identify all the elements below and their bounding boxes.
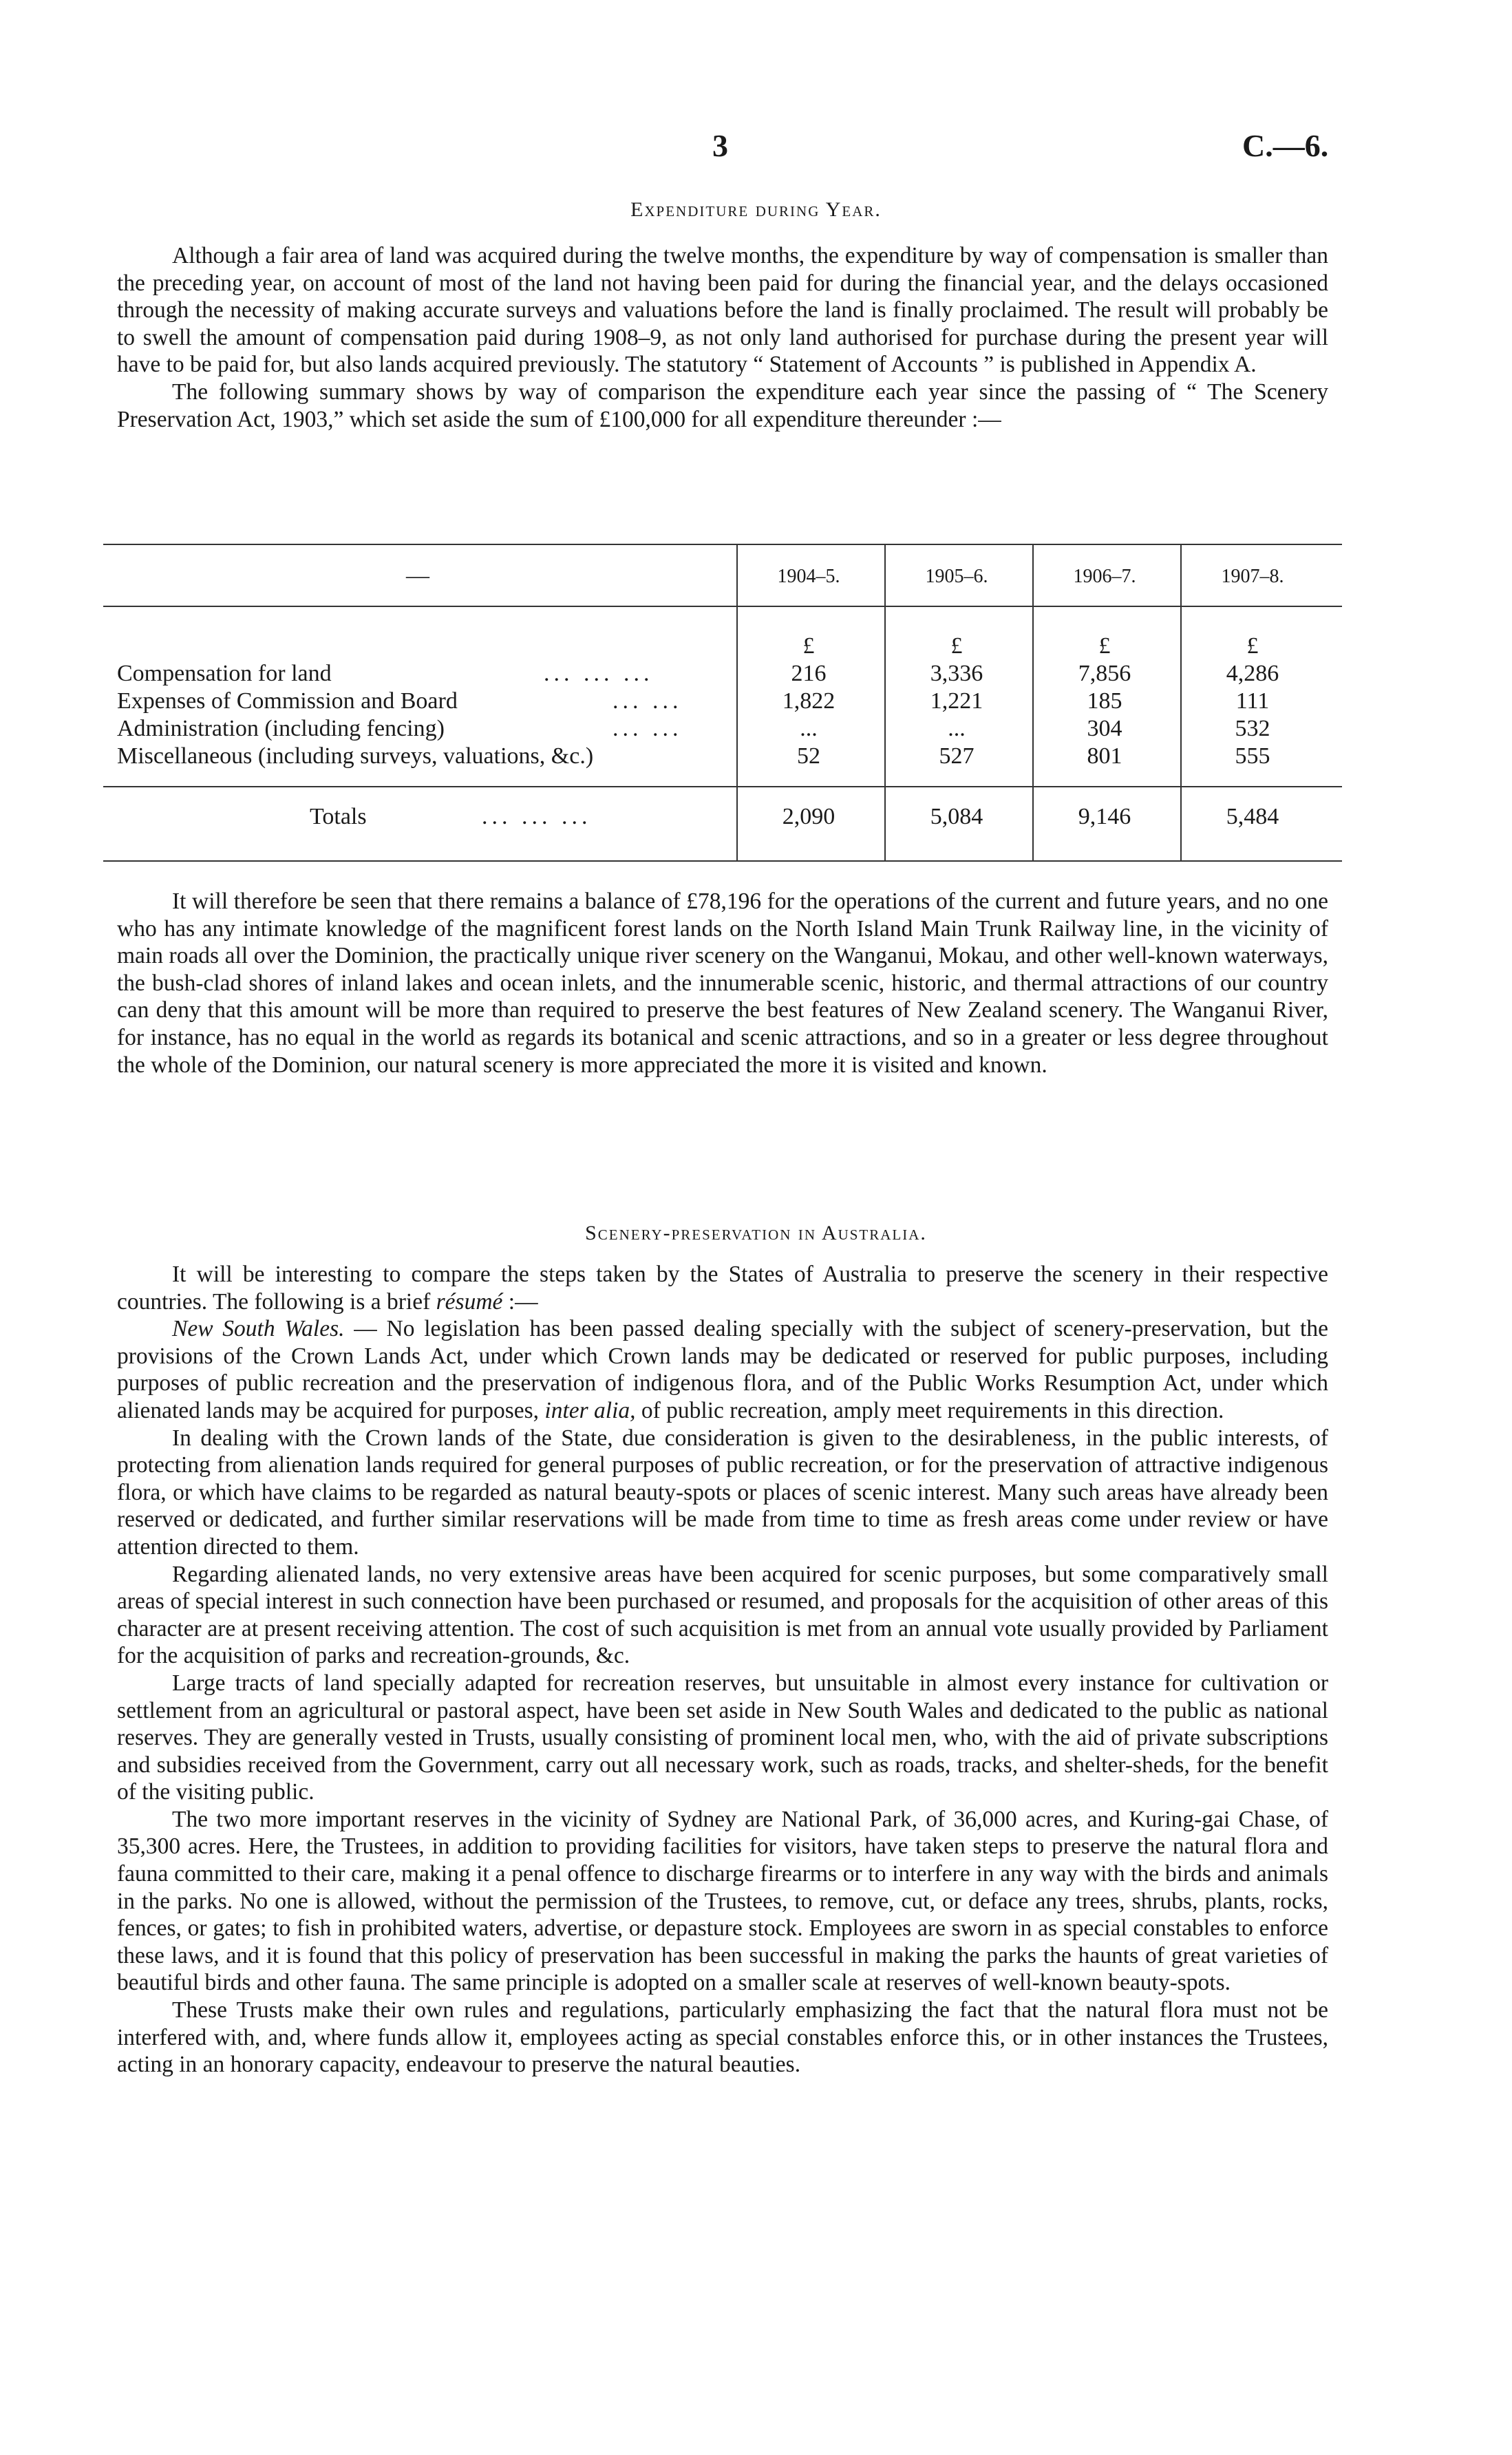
nsw-italic: inter alia, (544, 1397, 636, 1423)
table-cell: 555 (1235, 743, 1270, 769)
section-heading-australia: Scenery-preservation in Australia. (585, 1222, 927, 1244)
row-label: Compensation for land (117, 661, 332, 686)
paragraph: It will therefore be seen that there remains a balance of £78,196 for the operations of the current and future years, and no one who has any intimate knowledge of the magnificent forest lands on the North Island Main Trunk Railway line, in the vicinity of main roads all over the Dominion, the practically unique river scenery on the Wanganui, Mokau, and other well-known waterways, the bush-clad shores of inland lakes and ocean inlets, and the innumerable scenic, historic, and thermal attractions of our country can deny that this amount will be more than required to preserve the best features of New Zealand scenery. The Wanganui River, for instance, has no equal in the world as regards its botanical and scenic attractions, and so in a greater or less degree throughout the whole of the Dominion, our natural scenery is more appreciated the more it is visited and known. (117, 889, 1328, 1078)
table-cell: 532 (1235, 716, 1270, 741)
column-divider (1180, 544, 1182, 860)
table-cell: 52 (797, 743, 820, 769)
table-cell: 185 (1087, 688, 1122, 714)
table-top-rule (103, 544, 1342, 545)
intro-end: :— (502, 1288, 538, 1315)
leader-dots: ... ... (613, 716, 683, 741)
table-cell: ... (800, 716, 818, 741)
row-label: Expenses of Commission and Board (117, 688, 458, 714)
paragraph: The following summary shows by way of comparison the expenditure each year since the passing of “ The Scenery Preservation Act, 1903,” which set aside the sum of £100,000 for all expenditure thereunder :— (117, 379, 1328, 432)
column-header: 1904–5. (777, 566, 840, 587)
table-totals-rule (103, 786, 1342, 787)
paragraph-nsw (117, 1315, 1328, 1424)
table-cell: 1,221 (930, 688, 983, 714)
table-cell: 304 (1087, 716, 1122, 741)
table-cell: 1,822 (782, 688, 835, 714)
leader-dots: ... ... ... (544, 661, 654, 686)
paragraph: These Trusts make their own rules and regulations, particularly emphasizing the fact that the natural flora must not be interfered with, and, where funds allow it, employees acting as special constables enforce this, or in other instances the Trustees, acting in an honorary capacity, endeavour to preserve the natural beauties. (117, 1997, 1328, 2078)
paragraph-intro (117, 1261, 1328, 1315)
table-corner: — (406, 563, 429, 588)
table-cell: 111 (1235, 688, 1270, 714)
paragraph: Regarding alienated lands, no very extensive areas have been acquired for scenic purposes, but some comparatively small areas of special interest in such connection have been purchased or resumed, and proposals for the acquisition of other areas of this character are at present receiving attention. The cost of such acquisition is met from an annual vote usually provided by Parliament for the acquisition of parks and recreation-grounds, &c. (117, 1561, 1328, 1669)
total-cell: 9,146 (1078, 804, 1131, 829)
paragraph: In dealing with the Crown lands of the State, due consideration is given to the desirableness, in the public interests, of protecting from alienation lands required for general purposes of public recreation, or for the preservation of attractive indigenous flora, or which have claims to be regarded as natural beauty-spots or places of scenic interest. Many such areas have already been reserved or dedicated, and further similar reservations will be made from time to time as fresh areas come under review or have attention directed to them. (117, 1425, 1328, 1560)
table-header-rule (103, 606, 1342, 607)
nsw-title: New South Wales. (172, 1316, 345, 1342)
total-cell: 2,090 (782, 804, 835, 829)
unit-cell: £ (1246, 633, 1259, 659)
unit-cell: £ (1098, 633, 1111, 659)
total-cell: 5,484 (1226, 804, 1279, 829)
unit-cell: £ (802, 633, 815, 659)
page-number: 3 (712, 128, 728, 163)
intro-italic: résumé (436, 1288, 503, 1315)
table-cell: 527 (939, 743, 975, 769)
column-header: 1906–7. (1073, 566, 1136, 587)
section-expenditure-conclusion (117, 888, 1328, 1078)
table-cell: 7,856 (1078, 661, 1131, 686)
paragraph: The two more important reserves in the vicinity of Sydney are National Park, of 36,000 acres, and Kuring-gai Chase, of 35,300 acres. Here, the Trustees, in addition to providing facilities for visitors, have taken steps to preserve the natural flora and fauna committed to their care, making it a penal offence to discharge firearms or to interfere in any way with the birds and animals in the parks. No one is allowed, without the permission of the Trustees, to remove, cut, or deface any trees, shrubs, plants, rocks, fences, or gates; to fish in prohibited waters, advertise, or depasture stock. Employees are sworn in as special constables to enforce these laws, and it is found that this policy of preservation has been successful in making the parks the haunts of great varieties of beautiful birds and other fauna. The same principle is adopted on a smaller scale at reserves of well-known beauty-spots. (117, 1806, 1328, 1996)
expenditure-table (103, 544, 1342, 867)
document-code: C.—6. (1242, 128, 1329, 163)
column-header: 1907–8. (1221, 566, 1284, 587)
paragraph: Although a fair area of land was acquired during the twelve months, the expenditure by way of compensation is smaller than the preceding year, on account of most of the land not having been paid for during the financial year, and the delays occasioned through the necessity of making accurate surveys and valuations before the land is finally proclaimed. The result will probably be to swell the amount of compensation paid during 1908–9, as not only land authorised for purchase during the present year will have to be paid for, but also lands acquired previously. The statutory “ Statement of Accounts ” is published in Appendix A. (117, 243, 1328, 378)
intro-text: It will be interesting to compare the steps taken by the States of Australia to preserve the scenery in their respective countries. The following is a brief (117, 1262, 1328, 1315)
table-cell: 4,286 (1226, 661, 1279, 686)
paragraph: Large tracts of land specially adapted for recreation reserves, but unsuitable in almost every instance for cultivation or settlement from an agricultural or pastoral aspect, have been set aside in New South Wales and dedicated to the public as national reserves. They are generally vested in Trusts, usually consisting of prominent local men, who, with the aid of private subscriptions and subsidies received from the Government, carry out all necessary work, such as roads, tracks, and shelter-sheds, for the benefit of the visiting public. (117, 1670, 1328, 1805)
section-expenditure-text (117, 242, 1328, 433)
table-bottom-rule (103, 860, 1342, 862)
unit-cell: £ (950, 633, 963, 659)
totals-label: Totals (310, 804, 367, 829)
row-label: Miscellaneous (including surveys, valuations, &c.) (117, 743, 594, 769)
column-divider (736, 544, 738, 860)
table-cell: 216 (791, 661, 827, 686)
section-australia-text (117, 1261, 1328, 2079)
table-cell: 3,336 (930, 661, 983, 686)
total-cell: 5,084 (930, 804, 983, 829)
row-label: Administration (including fencing) (117, 716, 445, 741)
column-divider (884, 544, 886, 860)
column-header: 1905–6. (925, 566, 988, 587)
section-heading-expenditure: Expenditure during Year. (630, 198, 882, 221)
table-cell: ... (948, 716, 966, 741)
table-cell: 801 (1087, 743, 1122, 769)
nsw-text: of public recreation, amply meet requirements in this direction. (635, 1397, 1224, 1423)
nsw-text: — No legislation has been passed dealing specially with the subject of scenery-preservation, but the provisions of the Crown Lands Act, under which Crown lands may be dedicated or reserved for public purposes, including purposes of public recreation and the preservation of indigenous flora, and of the Public Works Resumption Act, under which alienated lands may be acquired for purposes, (117, 1316, 1328, 1423)
leader-dots: ... ... ... (482, 804, 592, 829)
column-divider (1032, 544, 1034, 860)
leader-dots: ... ... (613, 688, 683, 714)
